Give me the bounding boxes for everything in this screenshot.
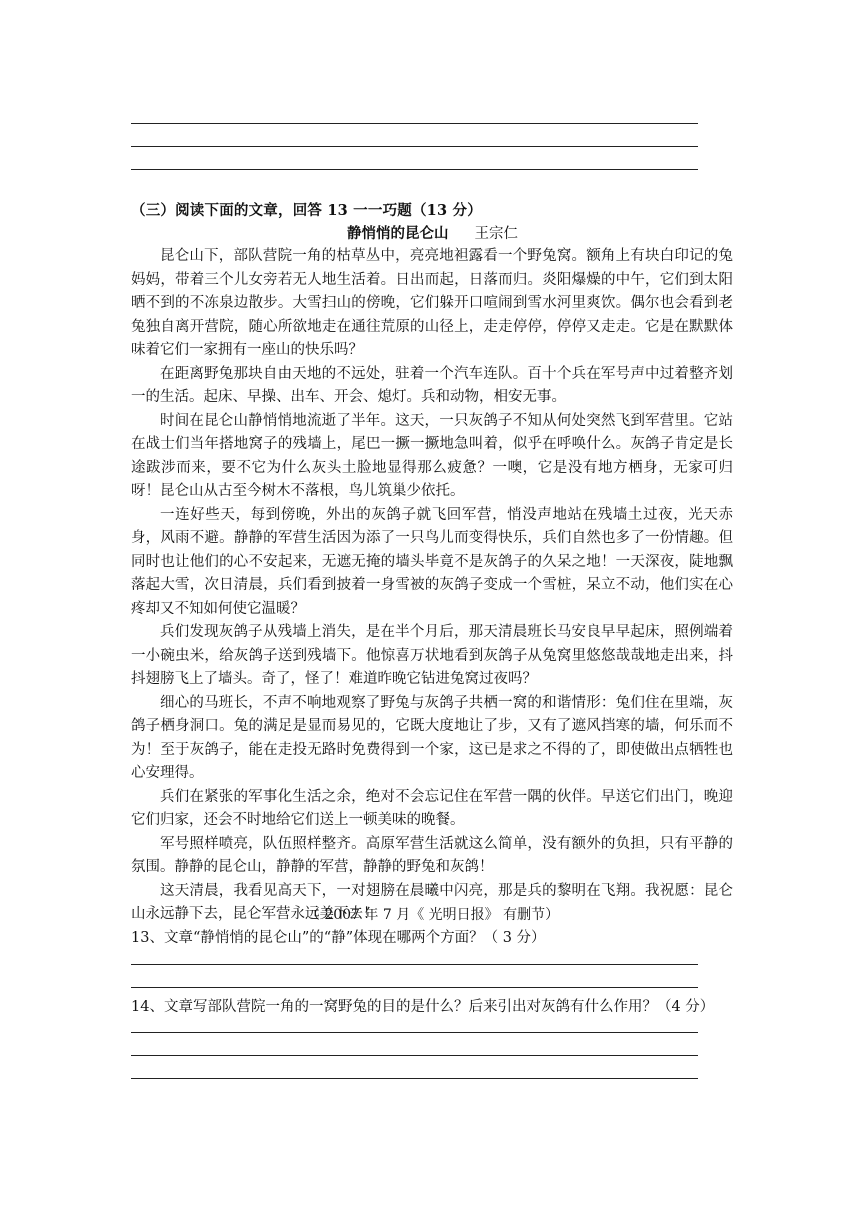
answer-line (131, 1032, 698, 1033)
answer-line (131, 964, 698, 965)
answer-line (131, 123, 698, 124)
article-paragraph: 在距离野兔那块自由天地的不远处，驻着一个汽车连队。百十个兵在军号声中过着整齐划一的生活。起床、早操、出车、开会、熄灯。兵和动物，相安无事。 (131, 365, 733, 405)
article-paragraph: 兵们发现灰鸽子从残墙上消失，是在半个月后，那天清晨班长马安良早早起床，照例端着一小碗虫米，给灰鸽子送到残墙下。他惊喜万状地看到灰鸽子从兔窝里悠悠哉哉地走出来，抖抖翅膀飞上了墙头。奇了，怪了！难道昨晚它钻进兔窝过夜吗？ (131, 624, 733, 687)
answer-line (131, 169, 698, 170)
article-paragraph: 细心的马班长，不声不响地观察了野兔与灰鸽子共栖一窝的和谐情形：兔们住在里端，灰鸽子栖身洞口。兔的满足是显而易见的，它既大度地让了步，又有了遮风挡寒的墙，何乐而不为！至于灰鸽子，能在走投无路时免费得到一个家，这已是求之不得的了，即使做出点牺牲也心安理得。 (131, 694, 733, 781)
answer-line (131, 146, 698, 147)
article-title: 静悄悄的昆仑山 (347, 225, 449, 242)
article-paragraph: 军号照样喷亮，队伍照样整齐。高原军营生活就这么简单，没有额外的负担，只有平静的氛围。静静的昆仑山，静静的军营，静静的野兔和灰鸽！ (131, 835, 733, 875)
answer-line (131, 987, 698, 988)
article-body (131, 245, 733, 927)
article-paragraph: 昆仑山下，部队营院一角的枯草丛中，亮亮地袒露看一个野兔窝。额角上有块白印记的兔妈妈，带着三个儿女旁若无人地生活着。日出而起，日落而归。炎阳爆燥的中午，它们到太阳晒不到的不冻泉边散步。大雪扫山的傍晚，它们躲开口喧闹到雪水河里爽饮。偶尔也会看到老兔独自离开营院，随心所欲地走在通往荒原的山径上，走走停停，停停又走走。它是在默默体味着它们一家拥有一座山的快乐吗？ (131, 248, 733, 358)
article-paragraph: 这天清晨，我看见高天下，一对翅膀在晨曦中闪亮，那是兵的黎明在飞翔。我祝愿：昆仑山永远静下去，昆仑军营永远美下去！ (131, 882, 733, 922)
answer-line (131, 1078, 698, 1079)
article-paragraph: 时间在昆仑山静悄悄地流逝了半年。这天，一只灰鸽子不知从何处突然飞到军营里。它站在战士们当年搭地窝子的残墙上，尾巴一撅一撅地急叫着，似乎在呼唤什么。灰鸽子肯定是长途跋涉而来，要不它为什么灰头土脸地显得那么疲惫？一噢，它是没有地方栖身，无家可归呀！昆仑山从古至今树木不落根，鸟儿筑巢少依托。 (131, 412, 733, 499)
article-author: 王宗仁 (474, 226, 518, 242)
question-14: 14、文章写部队营院一角的一窝野兔的目的是什么？后来引出对灰鸽有什么作用？（4 分） (131, 999, 715, 1015)
question-13: 13、文章“静悄悄的昆仑山”的“静”体现在哪两个方面？（ 3 分） (131, 930, 546, 946)
article-paragraph: 一连好些天，每到傍晚，外出的灰鸽子就飞回军营，悄没声地站在残墙土过夜，光天赤身，风雨不避。静静的军营生活因为添了一只鸟儿而变得快乐，兵们自然也多了一份情趣。但同时也让他们的心不安起来，无遮无掩的墙头毕竟不是灰鸽子的久呆之地！一天深夜，陡地飘落起大雪，次日清晨，兵们看到披着一身雪被的灰鸽子变成一个雪桩，呆立不动，他们实在心疼却又不知如何使它温暖？ (131, 506, 733, 617)
article-heading (0, 222, 865, 243)
section-header: （三）阅读下面的文章，回答 13 一一巧题（13 分） (131, 202, 482, 219)
source-note: （ 2007 年 7 月《 光明日报》 有删节） (305, 907, 560, 923)
article-paragraph: 兵们在紧张的军事化生活之余，绝对不会忘记住在军营一隅的伙伴。早送它们出门，晚迎它们归家，还会不时地给它们送上一顿美味的晚餐。 (131, 788, 733, 828)
answer-line (131, 1055, 698, 1056)
